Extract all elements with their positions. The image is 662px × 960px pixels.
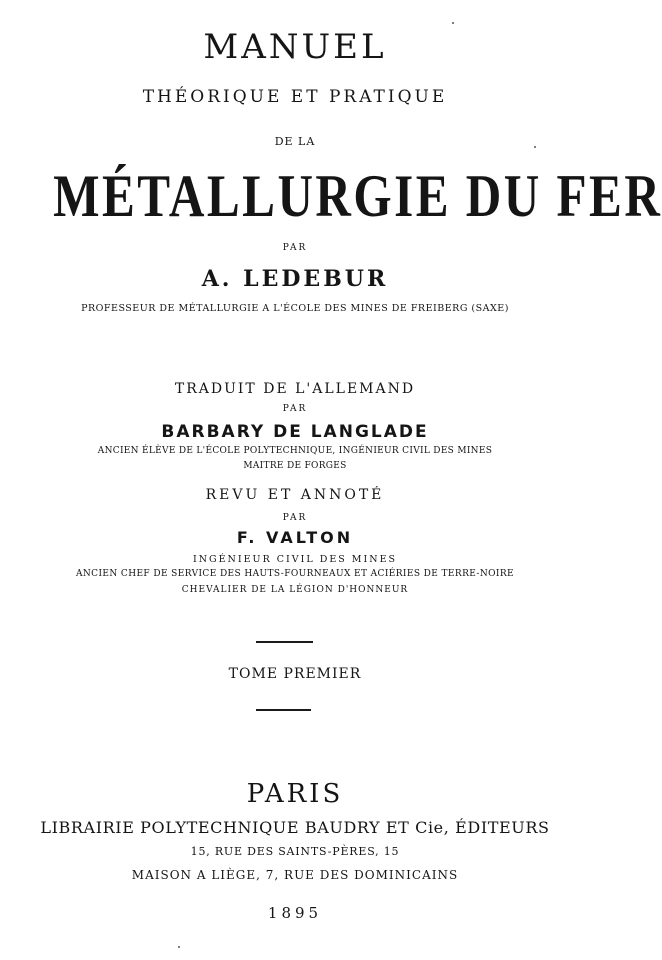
reviser-role-1: INGÉNIEUR CIVIL DES MINES [192, 554, 398, 565]
translator-name: BARBARY DE LANGLADE [161, 422, 429, 442]
translator-by-label: PAR [282, 404, 308, 414]
reviser-name: F. VALTON [236, 528, 354, 547]
publication-city: PARIS [246, 779, 344, 809]
paper-speck [178, 946, 180, 948]
author-role: PROFESSEUR DE MÉTALLURGIE A L'ÉCOLE DES MINES DE FREIBERG (SAXE) [81, 303, 509, 314]
divider-bottom [256, 709, 311, 711]
author-name: A. LEDEBUR [201, 266, 389, 292]
main-title: MÉTALLURGIE DU FER [53, 163, 662, 229]
book-subtitle: THÉORIQUE ET PRATIQUE [142, 87, 448, 107]
reviser-by-label: PAR [282, 513, 308, 523]
publication-year: 1895 [267, 904, 323, 922]
reviser-role-3: CHEVALIER DE LA LÉGION D'HONNEUR [181, 585, 409, 595]
title-connector: DE LA [274, 135, 316, 148]
by-label: PAR [282, 243, 308, 253]
paper-speck [452, 22, 454, 24]
revision-note: REVU ET ANNOTÉ [205, 487, 385, 503]
publisher-address-2: MAISON A LIÈGE, 7, RUE DES DOMINICAINS [131, 868, 459, 882]
reviser-role-2: ANCIEN CHEF DE SERVICE DES HAUTS-FOURNEAUX ET ACIÉRIES DE TERRE-NOIRE [76, 569, 514, 579]
translator-role-2: MAITRE DE FORGES [243, 461, 347, 471]
publisher-address-1: 15, RUE DES SAINTS-PÈRES, 15 [190, 845, 400, 858]
volume-label: TOME PREMIER [228, 666, 362, 682]
paper-speck [534, 146, 536, 148]
book-title: MANUEL [203, 27, 387, 67]
translator-role-1: ANCIEN ÉLÈVE DE L'ÉCOLE POLYTECHNIQUE, INGÉNIEUR CIVIL DES MINES [97, 446, 493, 456]
publisher-name: LIBRAIRIE POLYTECHNIQUE BAUDRY ET Cie, ÉDITEURS [40, 818, 550, 837]
divider-top [256, 641, 313, 643]
translation-note: TRADUIT DE L'ALLEMAND [174, 381, 416, 397]
